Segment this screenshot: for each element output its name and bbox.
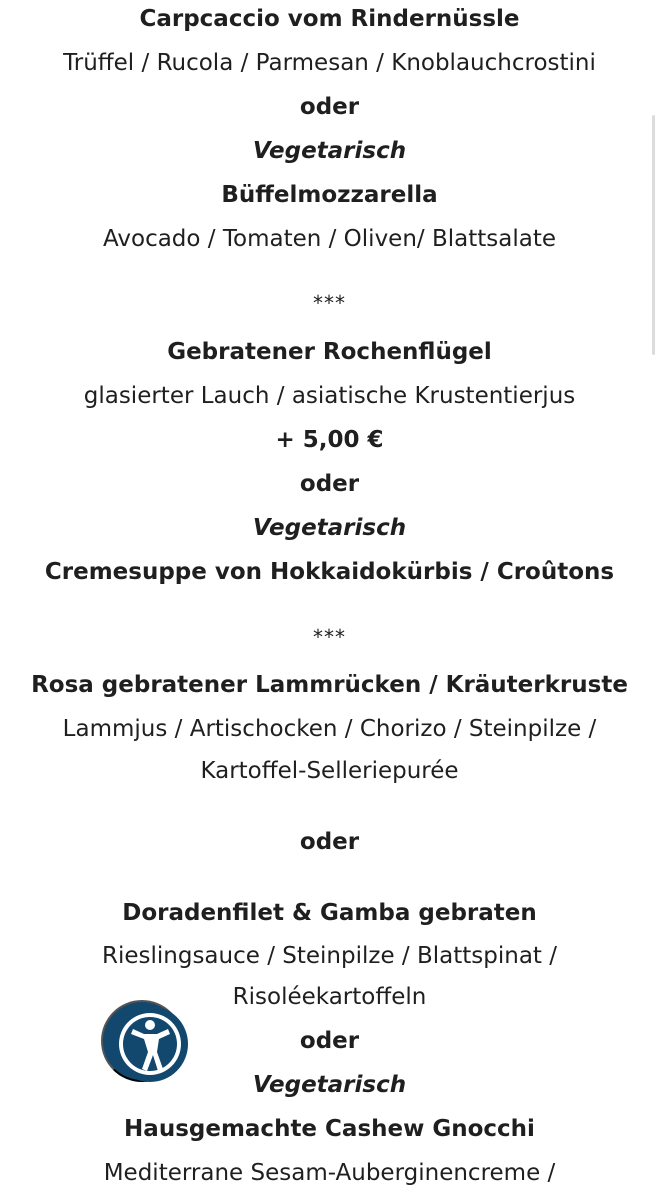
surcharge-label: + 5,00 € [275,427,384,453]
second-course-title: Gebratener Rochenflügel [167,339,492,365]
main-course-lamb-title: Rosa gebratener Lammrücken / Kräuterkruste [31,672,628,698]
option-separator-3: oder [299,829,360,855]
vegetarian-main-description: Mediterrane Sesam-Auberginencreme / [103,1160,556,1186]
second-course-description: glasierter Lauch / asiatische Krustentierjus [83,383,576,409]
vegetarian-label-3: Vegetarisch [252,1072,407,1098]
main-course-fish-description-2: Risoléekartoffeln [232,984,427,1010]
option-separator-4: oder [299,1028,360,1054]
vegetarian-soup-title: Cremesuppe von Hokkaidokürbis / Croûtons [44,559,615,585]
vegetarian-main-title: Hausgemachte Cashew Gnocchi [124,1116,535,1142]
vegetarian-starter-description: Avocado / Tomaten / Oliven/ Blattsalate [103,226,556,252]
main-course-lamb-description-2: Kartoffel-Selleriepurée [200,758,459,784]
accessibility-person-icon [109,1003,191,1085]
starter-description: Trüffel / Rucola / Parmesan / Knoblauchcrostini [63,50,596,76]
main-course-fish-description-1: Rieslingsauce / Steinpilze / Blattspinat / [101,943,557,969]
page-scrollbar[interactable] [652,115,655,355]
vegetarian-label-1: Vegetarisch [252,138,407,164]
main-course-fish-title: Doradenfilet & Gamba gebraten [122,900,537,926]
vegetarian-label-2: Vegetarisch [252,515,407,541]
option-separator-2: oder [299,471,360,497]
course-separator-2: *** [313,625,346,649]
vegetarian-starter-title: Büffelmozzarella [221,182,438,208]
starter-title: Carpcaccio vom Rindernüssle [139,6,520,32]
accessibility-button[interactable] [101,1000,183,1082]
option-separator-1: oder [299,94,360,120]
main-course-lamb-description-1: Lammjus / Artischocken / Chorizo / Steinpilze / [62,716,597,742]
course-separator-1: *** [313,291,346,315]
